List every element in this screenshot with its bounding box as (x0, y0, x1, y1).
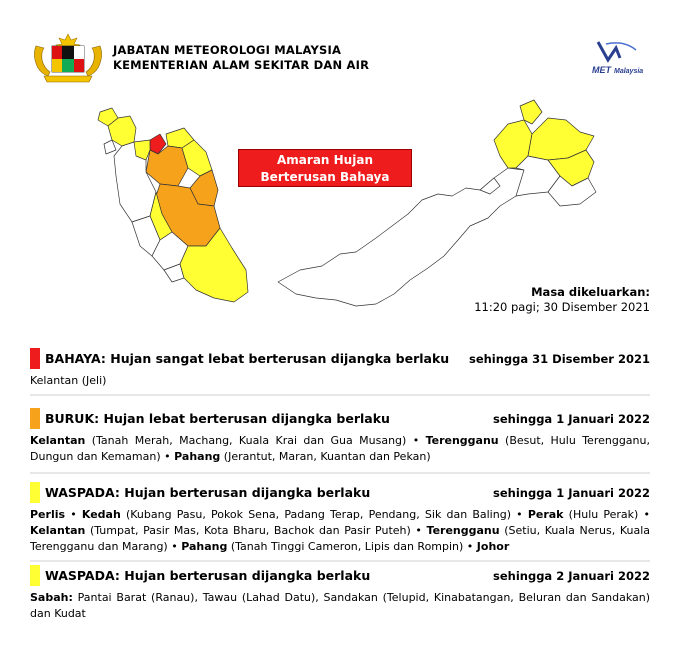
issued-value: 11:20 pagi; 30 Disember 2021 (474, 300, 650, 314)
met-logo-text: MET (592, 65, 611, 75)
area-districts: (Tanah Merah, Machang, Kuala Krai dan Gua Musang) • (85, 434, 426, 447)
section-header (30, 348, 650, 370)
area-state: Kelantan (30, 524, 86, 537)
area-state: Pahang (174, 450, 221, 463)
area-districts: (Kubang Pasu, Pokok Sena, Padang Terap, Pendang, Sik dan Baling) • (120, 508, 528, 521)
level-description: Hujan berterusan dijangka berlaku (124, 568, 371, 583)
level-description: Hujan berterusan dijangka berlaku (124, 485, 371, 500)
area-districts: (Tumpat, Pasir Mas, Kota Bharu, Bachok dan Pasir Puteh) • (85, 524, 427, 537)
section-bahaya (30, 348, 650, 389)
level-label: BURUK: (45, 411, 100, 426)
peninsular-map (98, 108, 248, 302)
area-state: Johor (476, 540, 510, 553)
area-state: Sabah: (30, 591, 73, 604)
area-districts: (Besut, Hulu Terengganu, Dungun dan Kemaman) • (30, 434, 650, 463)
org-line-2: KEMENTERIAN ALAM SEKITAR DAN AIR (113, 58, 370, 72)
area-districts: (Hulu Perak) • (563, 508, 650, 521)
area-districts: Kelantan (Jeli) (30, 374, 107, 387)
level-description: Hujan lebat berterusan dijangka berlaku (103, 411, 390, 426)
borneo-map (278, 100, 596, 306)
section-until: sehingga 1 Januari 2022 (493, 486, 650, 500)
met-malaysia-logo (576, 40, 652, 76)
section-until: sehingga 31 Disember 2021 (468, 352, 650, 366)
issued-label: Masa dikeluarkan: (531, 285, 650, 299)
level-swatch (30, 482, 40, 503)
level-label: BAHAYA: (45, 351, 106, 366)
section-header (30, 565, 650, 587)
level-swatch (30, 408, 40, 429)
met-logo-sub: Malaysia (614, 68, 644, 75)
level-description: Hujan sangat lebat berterusan dijangka berlaku (110, 351, 450, 366)
area-state: Kedah (81, 508, 121, 521)
header (30, 32, 660, 87)
level-swatch (30, 348, 40, 369)
section-header (30, 408, 650, 430)
section-until: sehingga 1 Januari 2022 (493, 412, 650, 426)
warning-title-line-1: Amaran Hujan (277, 153, 373, 167)
org-line-1: JABATAN METEOROLOGI MALAYSIA (113, 43, 342, 57)
issued-time (474, 285, 650, 315)
section-title (45, 411, 390, 426)
organization-name (113, 43, 369, 73)
section-areas (30, 373, 650, 389)
section-until: sehingga 2 Januari 2022 (493, 569, 650, 583)
area-districts: Pantai Barat (Ranau), Tawau (Lahad Datu), Sandakan (Telupid, Kinabatangan, Beluran dan Sandakan) dan Kudat (30, 591, 650, 620)
area-districts: (Jerantut, Maran, Kuantan dan Pekan) (220, 450, 431, 463)
area-state: Terengganu (426, 524, 500, 537)
warning-title-line-2: Berterusan Bahaya (260, 170, 390, 184)
section-waspada-2 (30, 565, 650, 622)
divider (30, 394, 650, 396)
section-title (45, 485, 370, 500)
section-buruk (30, 408, 650, 465)
divider (30, 472, 650, 474)
area-state: Pahang (181, 540, 228, 553)
area-state: Terengganu (425, 434, 499, 447)
section-areas (30, 590, 650, 622)
level-label: WASPADA: (45, 485, 120, 500)
region-kelantan-south (146, 146, 188, 186)
warning-title-box (238, 149, 412, 187)
section-areas (30, 433, 650, 465)
area-districts: (Setiu, Kuala Nerus, Kuala Terengganu dan Marang) • (30, 524, 650, 553)
level-swatch (30, 565, 40, 586)
section-title (45, 568, 370, 583)
area-state: Perlis (30, 508, 66, 521)
section-title (45, 351, 449, 366)
coat-of-arms-icon (30, 32, 106, 84)
section-areas (30, 507, 650, 555)
section-waspada-1 (30, 482, 650, 555)
area-state: Perak (527, 508, 564, 521)
area-districts: • (65, 508, 82, 521)
divider (30, 560, 650, 562)
area-state: Kelantan (30, 434, 86, 447)
level-label: WASPADA: (45, 568, 120, 583)
section-header (30, 482, 650, 504)
area-districts: (Tanah Tinggi Cameron, Lipis dan Rompin) • (227, 540, 477, 553)
region-penang (104, 140, 116, 154)
